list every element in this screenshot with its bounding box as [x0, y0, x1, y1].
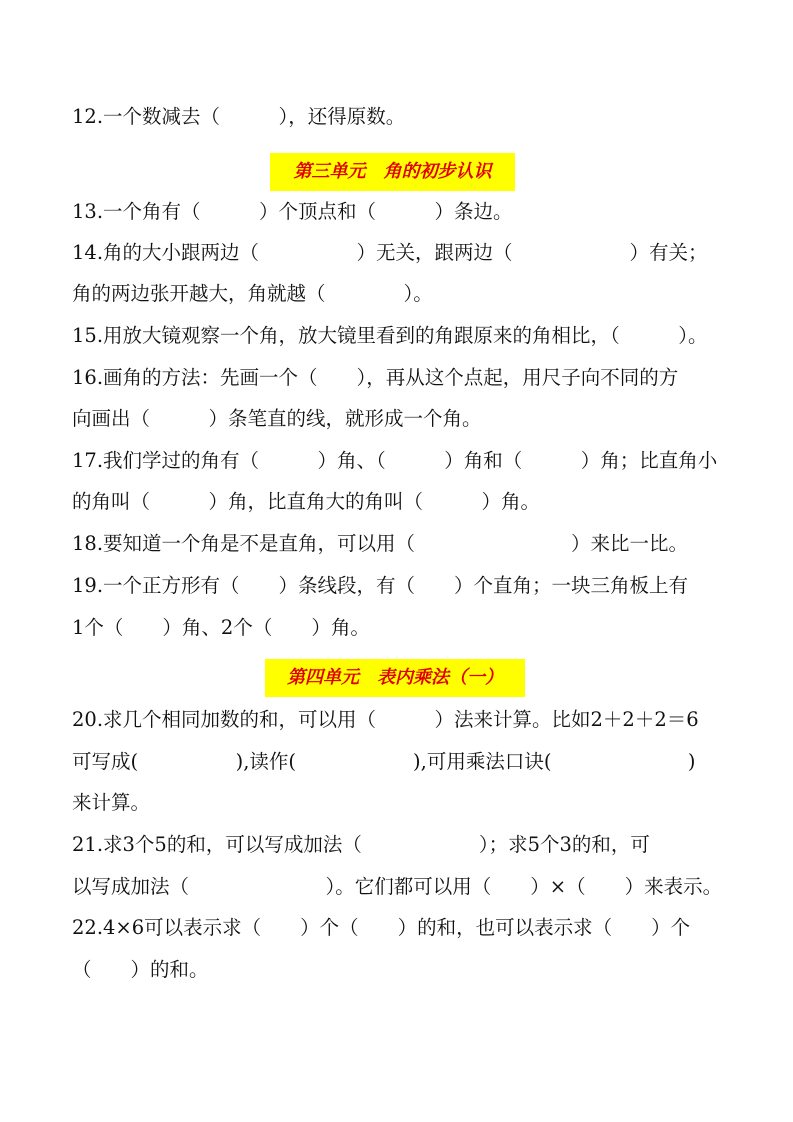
question-17-line1: 17.我们学过的角有（ ）角、（ ）角和（ ）角；比直角小	[72, 449, 718, 472]
section-header-unit4: 第四单元 表内乘法（一）	[265, 659, 525, 697]
question-21-line1: 21.求3个5的和，可以写成加法（ ）；求5个3的和，可	[72, 833, 650, 856]
question-22-line2: （ ）的和。	[72, 958, 209, 981]
question-13: 13.一个角有（ ）个顶点和（ ）条边。	[72, 200, 513, 223]
question-18: 18.要知道一个角是不是直角，可以用（ ）来比一比。	[72, 532, 689, 555]
question-22-line1: 22.4×6可以表示求（ ）个（ ）的和，也可以表示求（ ）个	[72, 916, 691, 939]
question-17-line2: 的角叫（ ）角，比直角大的角叫（ ）角。	[72, 490, 541, 513]
question-21-line2: 以写成加法（ ）。它们都可以用（ ）×（ ）来表示。	[72, 875, 723, 898]
section-header-unit3: 第三单元 角的初步认识	[270, 153, 515, 191]
question-20-line3: 来计算。	[72, 791, 151, 814]
question-14-line1: 14.角的大小跟两边（ ）无关，跟两边（ ）有关；	[72, 241, 708, 264]
question-20-line1: 20.求几个相同加数的和，可以用（ ）法来计算。比如2＋2＋2＝6	[72, 708, 699, 731]
question-16-line2: 向画出（ ）条笔直的线，就形成一个角。	[72, 407, 482, 430]
question-19-line1: 19.一个正方形有（ ）条线段，有（ ）个直角；一块三角板上有	[72, 574, 689, 597]
question-19-line2: 1个（ ）角、2个（ ）角。	[72, 616, 370, 639]
question-15: 15.用放大镜观察一个角，放大镜里看到的角跟原来的角相比，（ ）。	[72, 324, 708, 347]
question-16-line1: 16.画角的方法：先画一个（ ），再从这个点起，用尺子向不同的方	[72, 366, 679, 389]
question-20-line2: 可写成( ),读作( ),可用乘法口诀( )	[72, 750, 696, 773]
question-12: 12.一个数减去（ ），还得原数。	[72, 105, 406, 128]
question-14-line2: 角的两边张开越大，角就越（ ）。	[72, 282, 433, 305]
